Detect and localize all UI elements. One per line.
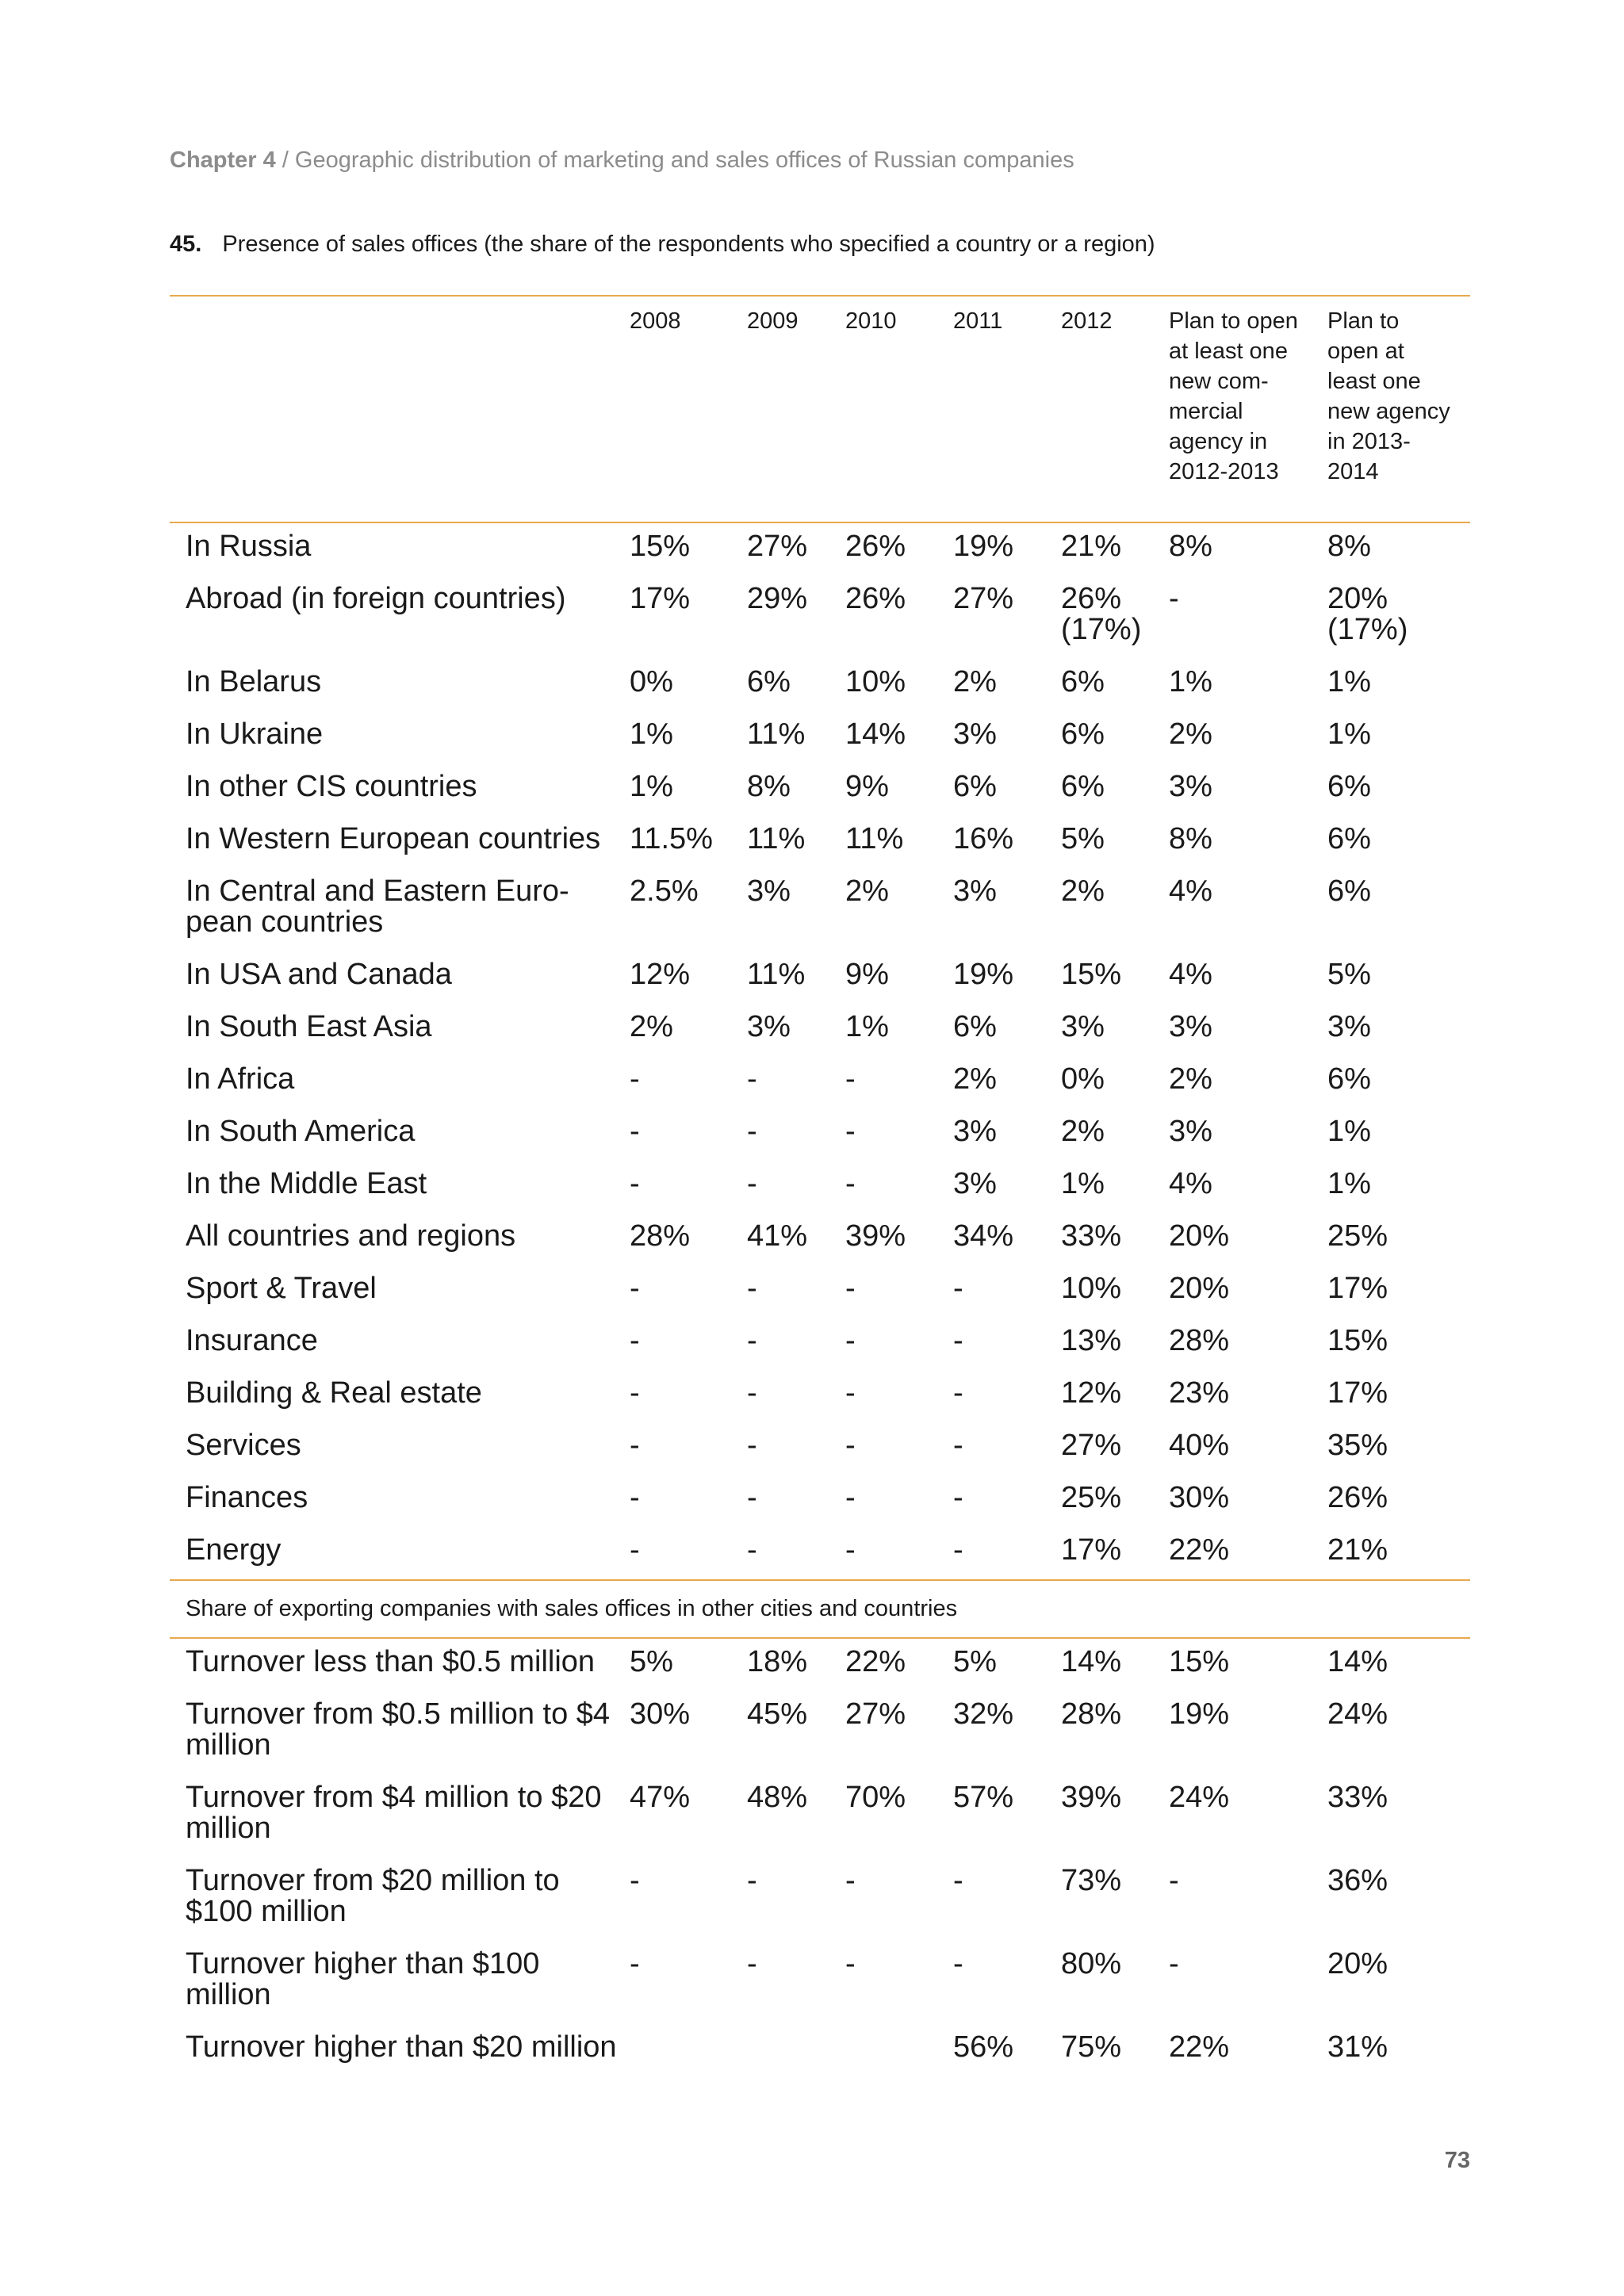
table-cell: 29% (747, 582, 808, 615)
table-row (170, 1056, 1470, 1108)
chapter-title: / Geographic distribution of marketing and sales offices of Russian companies (275, 147, 1074, 173)
table-cell: - (1169, 1864, 1179, 1897)
table-cell: 26% (17%) (1061, 582, 1142, 646)
table-row (170, 711, 1470, 763)
table-cell: - (747, 1376, 757, 1410)
table-cell: - (630, 1947, 640, 1980)
table-cell: 27% (953, 582, 1014, 615)
column-header-label (170, 297, 630, 522)
table-cell: 2% (953, 665, 997, 698)
table-cell: 3% (1169, 1010, 1212, 1043)
row-label: Turnover less than $0.5 million (186, 1645, 596, 1678)
table-cell: 2% (1061, 874, 1105, 908)
column-header: 2008 (630, 297, 747, 522)
table-cell: - (630, 1429, 640, 1462)
table-caption (170, 232, 1155, 258)
table-cell: 2% (953, 1062, 997, 1096)
table-cell: 28% (1169, 1324, 1230, 1357)
table-cell: 40% (1169, 1429, 1230, 1462)
table-row (170, 1161, 1470, 1213)
table-cell: 1% (1327, 1115, 1371, 1148)
table-cell: 27% (845, 1697, 906, 1731)
table-row (170, 576, 1470, 659)
table-cell: 45% (747, 1697, 808, 1731)
table-cell: 8% (747, 770, 791, 803)
table-cell: 3% (953, 1167, 997, 1200)
table-cell: 33% (1327, 1781, 1388, 1814)
table-cell: 1% (1327, 718, 1371, 751)
table-cell: 20% (1327, 1947, 1388, 1980)
table-cell: 6% (953, 1010, 997, 1043)
row-label: In Western European countries (186, 822, 601, 855)
row-label: Building & Real estate (186, 1376, 482, 1410)
table-cell: 48% (747, 1781, 808, 1814)
table-cell: 1% (1327, 665, 1371, 698)
table-cell: 15% (1061, 958, 1122, 991)
table-cell: 22% (1169, 1533, 1230, 1567)
table-cell: - (845, 1429, 856, 1462)
table-row (170, 1213, 1470, 1265)
table-cell: 2% (630, 1010, 673, 1043)
table-cell: - (747, 1947, 757, 1980)
table-cell: - (747, 1272, 757, 1305)
column-header: 2012 (1061, 297, 1169, 522)
table-cell: 14% (1327, 1645, 1388, 1678)
table-cell: 24% (1169, 1781, 1230, 1814)
table-body (170, 522, 1470, 2076)
table-cell: 6% (1327, 770, 1371, 803)
table-cell: 4% (1169, 1167, 1212, 1200)
table-cell: 2% (1061, 1115, 1105, 1148)
table-cell: 80% (1061, 1947, 1122, 1980)
row-label: In USA and Canada (186, 958, 452, 991)
page-number: 73 (1444, 2148, 1470, 2173)
table-cell: 2% (1169, 1062, 1212, 1096)
table-cell: 6% (953, 770, 997, 803)
table-cell: 25% (1061, 1481, 1122, 1514)
table-cell: - (630, 1167, 640, 1200)
row-label: Abroad (in foreign countries) (186, 582, 566, 615)
table-cell: 9% (845, 770, 889, 803)
table-cell: 3% (1061, 1010, 1105, 1043)
table-cell: - (630, 1533, 640, 1567)
table-cell: 1% (1169, 665, 1212, 698)
table-cell: 11% (747, 822, 806, 855)
table-cell: 27% (747, 530, 808, 563)
table-cell: 5% (1061, 822, 1105, 855)
table-cell: 73% (1061, 1864, 1122, 1897)
table-cell: 10% (845, 665, 906, 698)
row-label: Energy (186, 1533, 282, 1567)
column-header: Plan to open at least one new com-mercial agency in 2012-2013 (1169, 297, 1327, 522)
table-cell: 6% (1327, 874, 1371, 908)
table-cell: 8% (1327, 530, 1371, 563)
table-row (170, 1774, 1470, 1858)
table-row (170, 522, 1470, 576)
table-cell: - (953, 1324, 963, 1357)
row-label: Sport & Travel (186, 1272, 377, 1305)
table-cell: 19% (953, 958, 1014, 991)
table-cell: 2% (1169, 718, 1212, 751)
table-row (170, 1475, 1470, 1527)
table-cell: - (630, 1481, 640, 1514)
table-cell: 33% (1061, 1219, 1122, 1253)
table-cell: 5% (953, 1645, 997, 1678)
table-cell: 28% (630, 1219, 691, 1253)
row-label: Turnover from $20 million to $100 million (186, 1864, 560, 1928)
table-cell: - (953, 1272, 963, 1305)
table-cell (630, 2024, 747, 2076)
table-cell: 75% (1061, 2030, 1122, 2064)
table-cell: 21% (1061, 530, 1122, 563)
row-label: In Africa (186, 1062, 295, 1096)
table-cell: 4% (1169, 874, 1212, 908)
table-cell: 47% (630, 1781, 691, 1814)
table-cell: 17% (1327, 1272, 1388, 1305)
chapter-heading (170, 147, 1074, 174)
table-row (170, 1638, 1470, 1691)
table-cell: - (747, 1429, 757, 1462)
table-cell: 11% (845, 822, 904, 855)
table-cell: 0% (1061, 1062, 1105, 1096)
table-row (170, 1691, 1470, 1774)
column-header: 2011 (953, 297, 1061, 522)
row-label: Turnover higher than $20 million (186, 2030, 617, 2064)
table-cell: 12% (630, 958, 691, 991)
row-label: All countries and regions (186, 1219, 516, 1253)
table-row (170, 816, 1470, 868)
table-cell: - (1169, 1947, 1179, 1980)
table-cell: - (845, 1115, 856, 1148)
data-table-container (170, 297, 1470, 2076)
table-cell: - (845, 1167, 856, 1200)
row-label: In Russia (186, 530, 312, 563)
table-cell: 70% (845, 1781, 906, 1814)
table-cell: 1% (630, 718, 673, 751)
row-label: Turnover from $4 million to $20 million (186, 1781, 602, 1845)
table-cell: 11.5% (630, 822, 713, 855)
table-cell: 14% (845, 718, 906, 751)
table-cell: 23% (1169, 1376, 1230, 1410)
table-cell: - (845, 1864, 856, 1897)
table-cell: - (747, 1324, 757, 1357)
table-cell: 1% (1061, 1167, 1105, 1200)
table-cell: - (845, 1062, 856, 1096)
table-row (170, 1527, 1470, 1580)
row-label: In Ukraine (186, 718, 324, 751)
table-cell: 1% (845, 1010, 889, 1043)
row-label: In Belarus (186, 665, 322, 698)
table-cell: - (630, 1115, 640, 1148)
table-cell: 3% (1169, 770, 1212, 803)
table-cell: 6% (1061, 770, 1105, 803)
table-row (170, 659, 1470, 711)
table-cell: 4% (1169, 958, 1212, 991)
table-cell: 17% (630, 582, 691, 615)
table-cell: - (845, 1324, 856, 1357)
table-row (170, 1858, 1470, 1941)
table-cell: - (953, 1864, 963, 1897)
table-cell: 11% (747, 718, 806, 751)
table-cell: 17% (1061, 1533, 1122, 1567)
table-cell: 5% (630, 1645, 673, 1678)
table-cell: 3% (747, 1010, 791, 1043)
table-cell: - (953, 1947, 963, 1980)
table-cell: - (747, 1481, 757, 1514)
table-cell: 31% (1327, 2030, 1388, 2064)
table-cell: 25% (1327, 1219, 1388, 1253)
table-cell: 20% (1169, 1219, 1230, 1253)
table-cell: - (630, 1062, 640, 1096)
table-row (170, 2024, 1470, 2076)
table-cell: - (953, 1429, 963, 1462)
row-label: Insurance (186, 1324, 318, 1357)
table-cell: 10% (1061, 1272, 1122, 1305)
table-cell: 1% (630, 770, 673, 803)
table-number: 45. (170, 232, 202, 257)
table-cell: - (845, 1272, 856, 1305)
table-cell: 32% (953, 1697, 1014, 1731)
table-cell: 2.5% (630, 874, 699, 908)
table-row (170, 1941, 1470, 2024)
table-cell: - (747, 1864, 757, 1897)
table-cell: 21% (1327, 1533, 1388, 1567)
table-row (170, 1318, 1470, 1370)
table-cell (845, 2024, 953, 2076)
table-cell (747, 2024, 845, 2076)
table-cell: 3% (953, 874, 997, 908)
table-cell: 6% (1327, 822, 1371, 855)
table-cell: 15% (1327, 1324, 1388, 1357)
table-cell: 3% (1169, 1115, 1212, 1148)
table-header-row (170, 297, 1470, 522)
table-cell: - (630, 1376, 640, 1410)
row-label: Finances (186, 1481, 308, 1514)
table-cell: 5% (1327, 958, 1371, 991)
table-cell: 0% (630, 665, 673, 698)
table-cell: - (953, 1376, 963, 1410)
table-cell: 56% (953, 2030, 1014, 2064)
section-title: Share of exporting companies with sales offices in other cities and countries (170, 1580, 1470, 1638)
table-cell: 3% (747, 874, 791, 908)
table-cell: 20% (1169, 1272, 1230, 1305)
table-cell: 11% (747, 958, 806, 991)
row-label: In South America (186, 1115, 416, 1148)
table-cell: 30% (1169, 1481, 1230, 1514)
table-cell: 3% (953, 1115, 997, 1148)
table-cell: - (630, 1324, 640, 1357)
section-header-row (170, 1580, 1470, 1638)
table-cell: - (845, 1376, 856, 1410)
table-row (170, 763, 1470, 816)
table-cell: 6% (1061, 718, 1105, 751)
table-cell: - (953, 1533, 963, 1567)
table-cell: 6% (1061, 665, 1105, 698)
table-cell: - (953, 1481, 963, 1514)
table-cell: - (630, 1272, 640, 1305)
table-cell: 30% (630, 1697, 691, 1731)
table-cell: 24% (1327, 1697, 1388, 1731)
table-row (170, 1108, 1470, 1161)
table-cell: 12% (1061, 1376, 1122, 1410)
row-label: In South East Asia (186, 1010, 432, 1043)
table-cell: 26% (1327, 1481, 1388, 1514)
table-cell: 41% (747, 1219, 808, 1253)
table-cell: 6% (747, 665, 791, 698)
row-label: In other CIS countries (186, 770, 477, 803)
table-cell: 39% (845, 1219, 906, 1253)
table-cell: 39% (1061, 1781, 1122, 1814)
table-row (170, 1422, 1470, 1475)
table-cell: 27% (1061, 1429, 1122, 1462)
column-header: 2010 (845, 297, 953, 522)
table-cell: - (747, 1062, 757, 1096)
row-label: In Central and Eastern Euro-pean countries (186, 874, 569, 939)
table-cell: 9% (845, 958, 889, 991)
table-row (170, 1004, 1470, 1056)
table-cell: 16% (953, 822, 1014, 855)
table-title: Presence of sales offices (the share of the respondents who specified a country or a region) (222, 232, 1155, 257)
table-cell: 2% (845, 874, 889, 908)
table-cell: 17% (1327, 1376, 1388, 1410)
table-cell: 13% (1061, 1324, 1122, 1357)
column-header: 2009 (747, 297, 845, 522)
table-cell: 8% (1169, 822, 1212, 855)
table-cell: 6% (1327, 1062, 1371, 1096)
table-cell: 19% (1169, 1697, 1230, 1731)
row-label: Turnover from $0.5 million to $4 million (186, 1697, 611, 1762)
table-cell: 57% (953, 1781, 1014, 1814)
table-cell: 18% (747, 1645, 808, 1678)
column-header: Plan to open at least one new agency in 2013-2014 (1327, 297, 1470, 522)
sales-offices-table (170, 297, 1470, 2076)
table-cell: - (747, 1115, 757, 1148)
table-cell: - (1169, 582, 1179, 615)
table-cell: - (845, 1533, 856, 1567)
table-cell: 8% (1169, 530, 1212, 563)
table-cell: - (845, 1947, 856, 1980)
row-label: Services (186, 1429, 301, 1462)
table-cell: 22% (1169, 2030, 1230, 2064)
table-cell: - (747, 1167, 757, 1200)
table-cell: - (747, 1533, 757, 1567)
table-cell: 22% (845, 1645, 906, 1678)
table-cell: 34% (953, 1219, 1014, 1253)
table-cell: 26% (845, 530, 906, 563)
row-label: Turnover higher than $100 million (186, 1947, 540, 2011)
table-row (170, 951, 1470, 1004)
table-cell: 19% (953, 530, 1014, 563)
row-label: In the Middle East (186, 1167, 427, 1200)
table-cell: - (845, 1481, 856, 1514)
chapter-label: Chapter 4 (170, 147, 276, 173)
table-cell: 15% (630, 530, 691, 563)
table-cell: 3% (1327, 1010, 1371, 1043)
table-cell: 28% (1061, 1697, 1122, 1731)
table-cell: 20% (17%) (1327, 582, 1408, 646)
table-cell: 3% (953, 718, 997, 751)
table-row (170, 1370, 1470, 1422)
table-cell: 35% (1327, 1429, 1388, 1462)
table-row (170, 868, 1470, 951)
table-cell: 14% (1061, 1645, 1122, 1678)
table-row (170, 1265, 1470, 1318)
table-cell: 36% (1327, 1864, 1388, 1897)
table-cell: 26% (845, 582, 906, 615)
table-cell: - (630, 1864, 640, 1897)
table-cell: 15% (1169, 1645, 1230, 1678)
table-cell: 1% (1327, 1167, 1371, 1200)
